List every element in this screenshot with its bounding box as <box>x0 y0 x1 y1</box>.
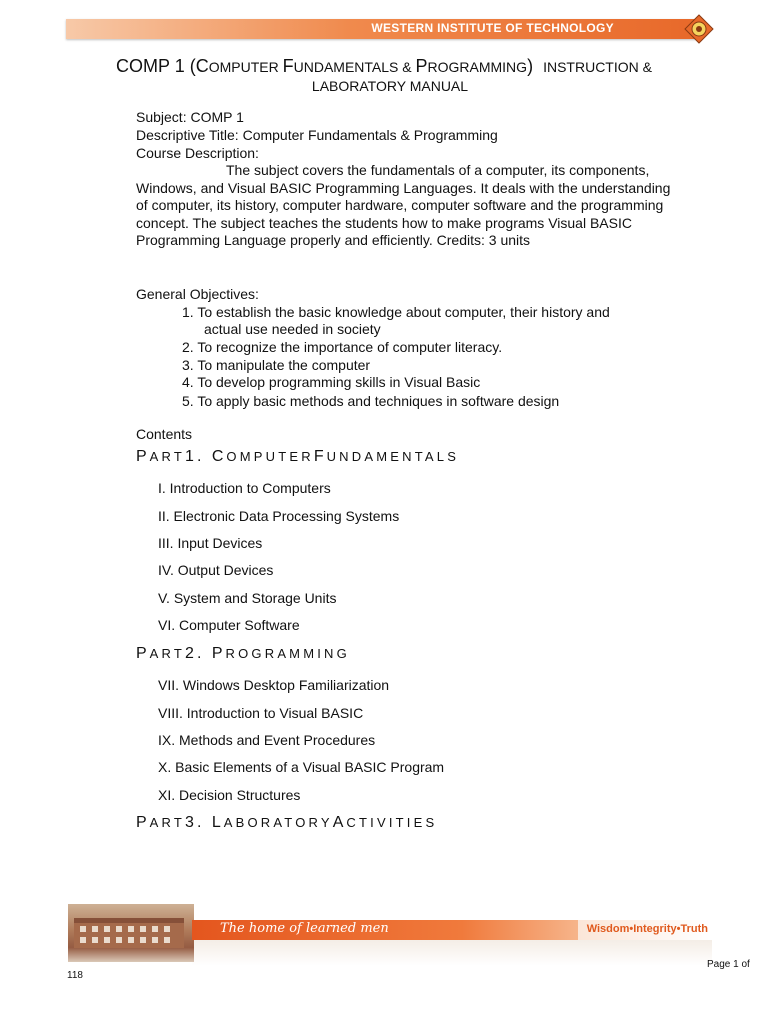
objective-item: 5. To apply basic methods and techniques in software design <box>182 393 560 409</box>
toc-item: IX. Methods and Event Procedures <box>158 732 376 748</box>
campus-photo <box>68 904 194 962</box>
objective-item: 3. To manipulate the computer <box>182 357 371 373</box>
footer-motto-strip <box>578 920 710 940</box>
part-1-heading: PART1. COMPUTERFUNDAMENTALS <box>136 448 460 465</box>
descriptive-title-line: Descriptive Title: Computer Fundamentals & Programming <box>136 127 498 143</box>
footer-motto: Wisdom•Integrity•Truth <box>586 923 708 935</box>
contents-label: Contents <box>136 426 193 442</box>
course-description: The subject covers the fundamentals of a computer, its components, Windows, and Visual BASIC Programming Languages. It deals with the understanding of computer, its history, computer hardware, computer software and the programming concept. The subject teaches the students how to make programs Visual BASIC Programming Language properly and efficiently. Credits: 3 units <box>136 162 671 248</box>
toc-item: II. Electronic Data Processing Systems <box>158 508 400 524</box>
toc-item: V. System and Storage Units <box>158 590 337 606</box>
footer-slogan: The home of learned men <box>220 921 389 936</box>
header-banner <box>66 19 696 39</box>
toc-item: XI. Decision Structures <box>158 787 301 803</box>
toc-item: VI. Computer Software <box>158 617 300 633</box>
course-description-label: Course Description: <box>136 145 259 161</box>
institution-name: WESTERN INSTITUTE OF TECHNOLOGY <box>371 21 614 35</box>
objective-item: 2. To recognize the importance of computer literacy. <box>182 339 503 355</box>
subject-line: Subject: COMP 1 <box>136 109 244 125</box>
page-count: 118 <box>67 970 83 981</box>
objective-item: actual use needed in society <box>204 321 381 337</box>
objectives-label: General Objectives: <box>136 286 259 302</box>
part-3-heading: PART3. LABORATORYACTIVITIES <box>136 814 438 831</box>
toc-item: I. Introduction to Computers <box>158 480 331 496</box>
footer-banner <box>192 920 578 940</box>
toc-item: IV. Output Devices <box>158 562 274 578</box>
toc-item: VIII. Introduction to Visual BASIC <box>158 705 364 721</box>
toc-item: III. Input Devices <box>158 535 263 551</box>
document-title: COMP 1 (COMPUTER FUNDAMENTALS & PROGRAMMING) INSTRUCTION & <box>116 56 652 76</box>
objective-item: 1. To establish the basic knowledge about computer, their history and <box>182 304 610 320</box>
objective-item: 4. To develop programming skills in Visual Basic <box>182 374 481 390</box>
title-suffix: INSTRUCTION & <box>543 59 652 75</box>
page-label: Page 1 of <box>707 959 750 970</box>
document-subtitle: LABORATORY MANUAL <box>311 78 469 94</box>
school-seal-icon <box>684 14 714 44</box>
part-2-heading: PART2. PROGRAMMING <box>136 645 350 662</box>
footer-fade <box>192 940 712 966</box>
toc-item: X. Basic Elements of a Visual BASIC Program <box>158 759 445 775</box>
toc-item: VII. Windows Desktop Familiarization <box>158 677 390 693</box>
